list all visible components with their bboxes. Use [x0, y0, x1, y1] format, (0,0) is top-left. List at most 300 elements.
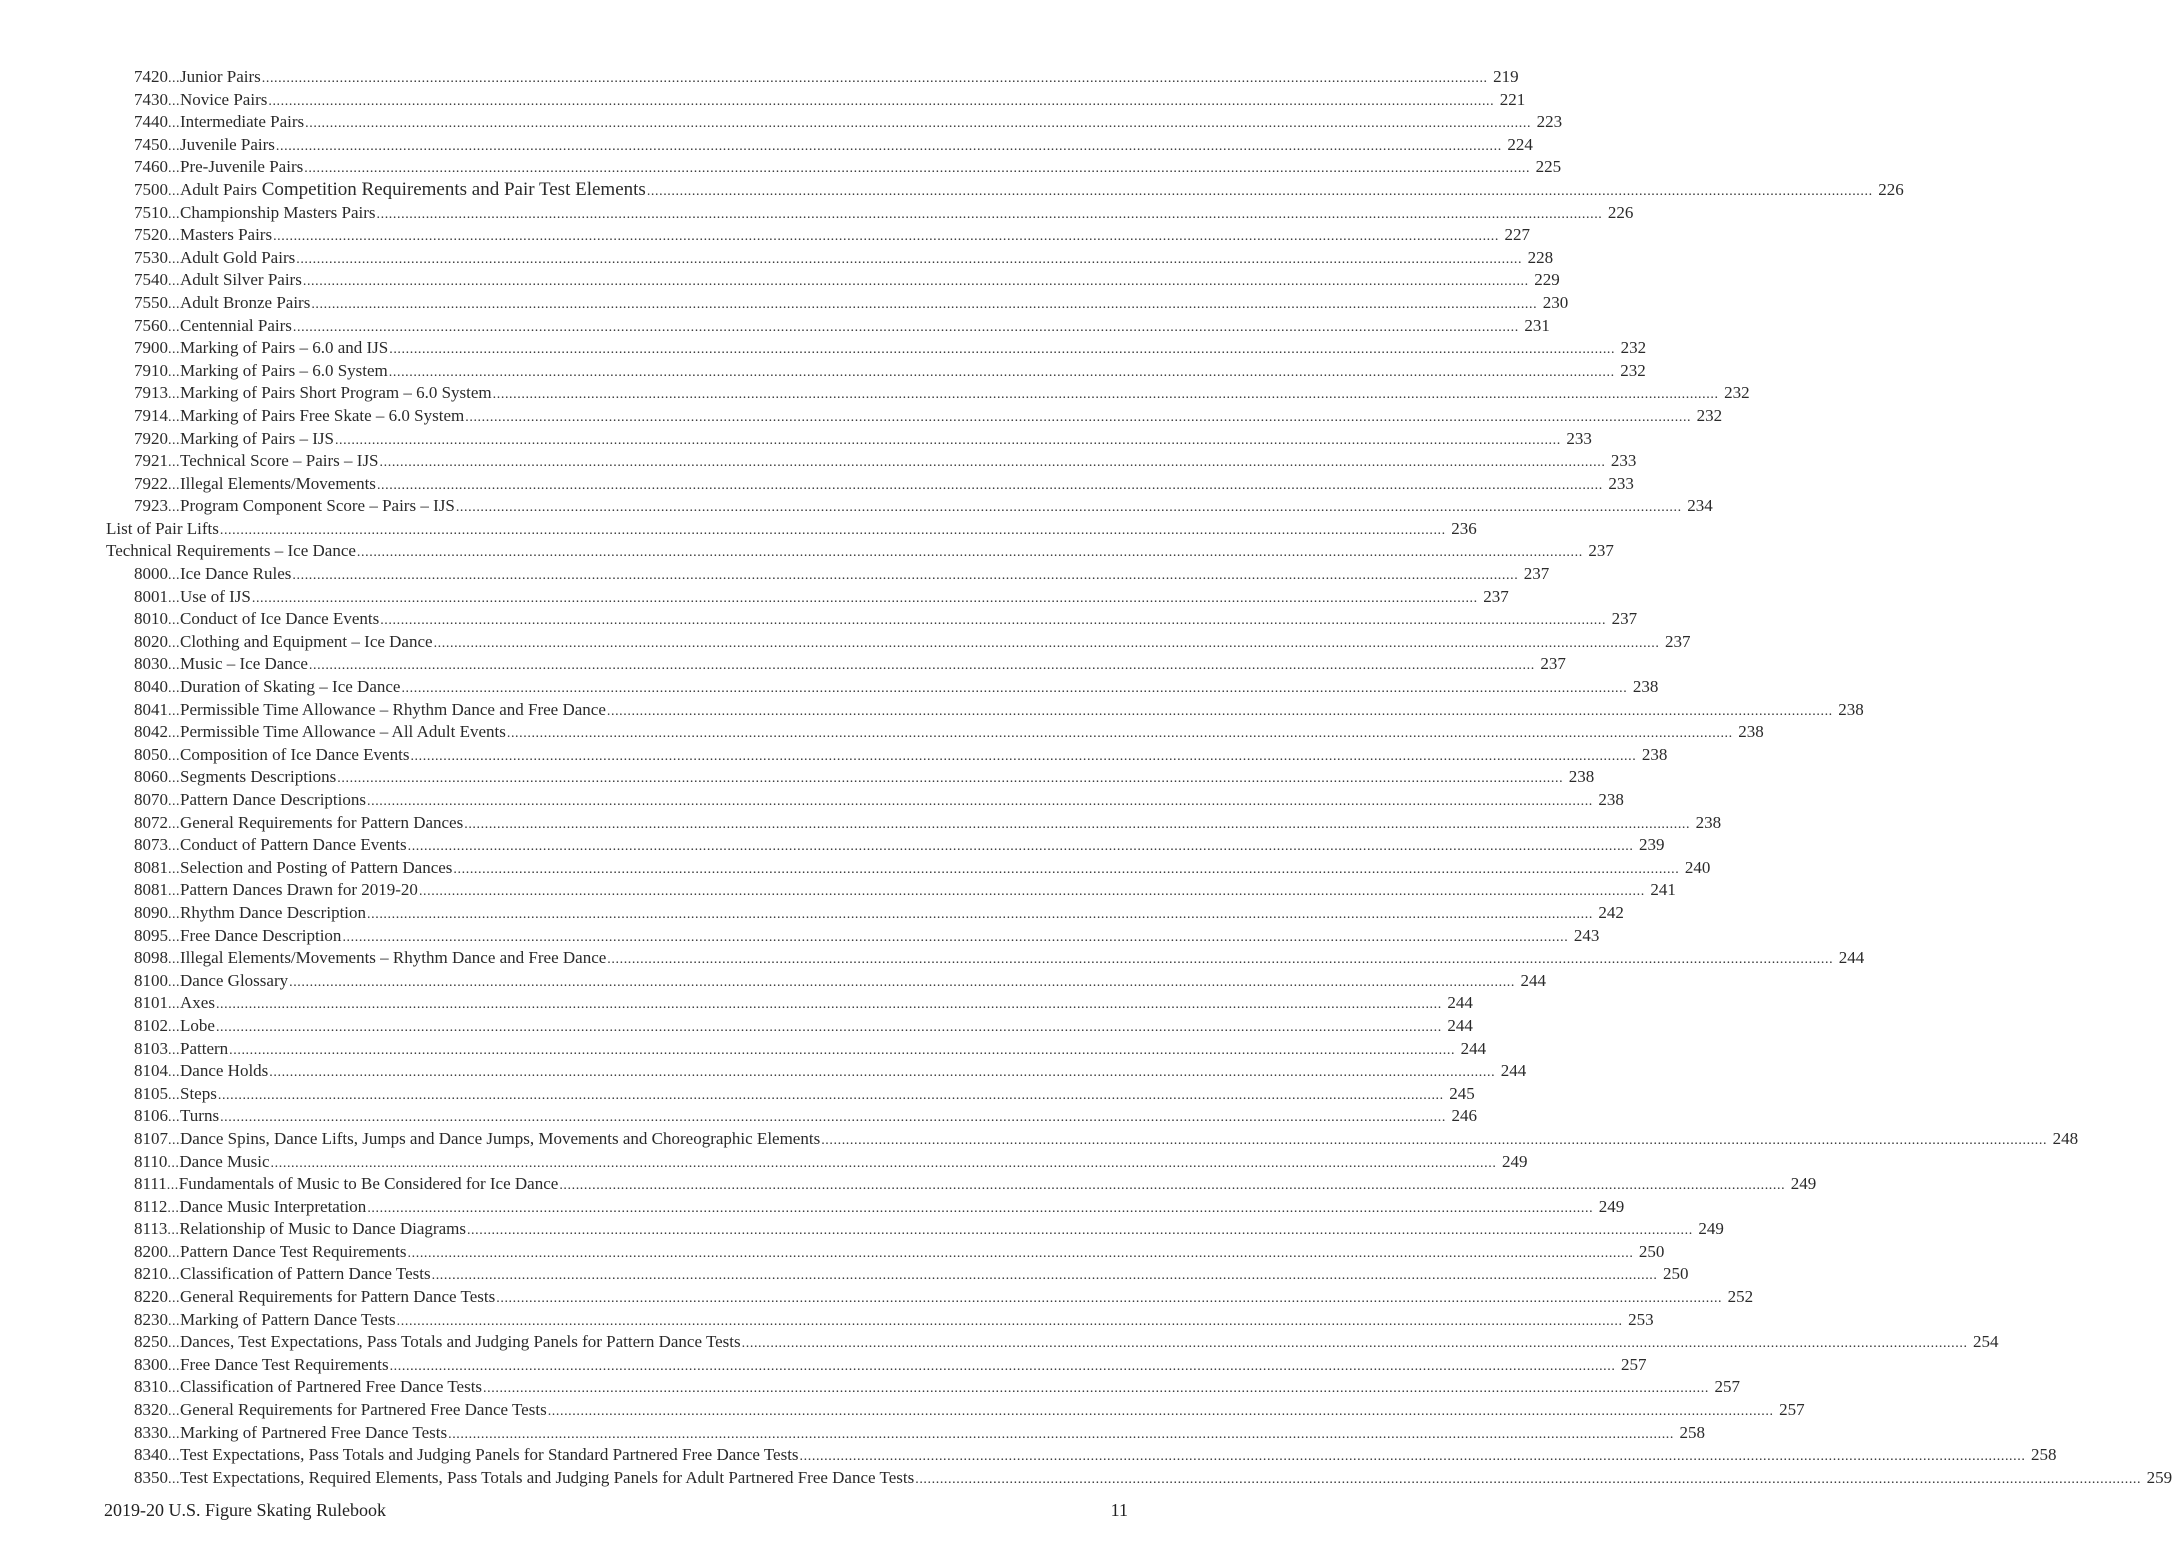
toc-entry-title-text: Adult Gold Pairs: [180, 247, 296, 267]
toc-entry-title: [180, 1105, 219, 1128]
toc-entry-title-text: Program Component Score – Pairs – IJS: [180, 496, 455, 516]
toc-entry[interactable]: [106, 1060, 1527, 1083]
toc-entry[interactable]: [106, 1196, 1625, 1219]
toc-entry-title: [180, 450, 379, 473]
toc-entry-page: 237: [1611, 609, 1638, 629]
toc-entry-separator: ...: [168, 183, 180, 199]
toc-entry-separator: ...: [168, 432, 180, 448]
toc-dot-leader: [559, 1175, 1785, 1198]
toc-entry[interactable]: [106, 178, 1904, 202]
toc-entry-page: 226: [1607, 202, 1634, 222]
toc-entry-page: 257: [1714, 1377, 1740, 1397]
toc-dot-leader: [397, 1311, 1623, 1334]
toc-entry-separator: ...: [168, 364, 180, 380]
toc-entry-number: 7520: [134, 225, 168, 245]
toc-entry-number: 7913: [134, 383, 168, 403]
toc-entry[interactable]: [106, 1015, 1473, 1038]
toc-entry-title: [180, 360, 388, 383]
toc-entry-title-text: Music – Ice Dance: [180, 654, 308, 674]
toc-entry[interactable]: [106, 89, 1526, 112]
toc-entry-title-text: Dances, Test Expectations, Pass Totals and Judging Panels for Pattern Dance Tests: [180, 1332, 741, 1352]
toc-dot-leader: [401, 678, 1627, 701]
toc-entry-page: 239: [1639, 835, 1665, 855]
toc-entry-page: 223: [1536, 112, 1563, 132]
toc-dot-leader: [367, 904, 1593, 927]
toc-entry-separator: ...: [168, 93, 180, 109]
toc-entry[interactable]: [106, 315, 1550, 338]
toc-entry-number: 8101: [134, 993, 168, 1013]
toc-entry-number: 7923: [134, 496, 168, 516]
toc-entry-number: 8104: [134, 1061, 168, 1081]
toc-entry[interactable]: [106, 1218, 1724, 1241]
toc-entry-separator: ...: [168, 748, 180, 764]
toc-entry-page: 231: [1524, 315, 1550, 335]
toc-entry-title: [180, 111, 304, 134]
toc-entry-title-text: Pattern Dance Test Requirements: [180, 1241, 407, 1261]
toc-entry-page: 233: [1610, 451, 1637, 471]
toc-entry-separator: ...: [168, 1087, 180, 1103]
toc-dot-leader: [269, 1062, 1495, 1085]
toc-entry-separator: ...: [168, 658, 180, 674]
toc-entry-separator: ...: [168, 1358, 180, 1374]
toc-entry[interactable]: [106, 1331, 1999, 1354]
toc-entry[interactable]: [106, 1399, 1805, 1422]
toc-dot-leader: [296, 249, 1522, 272]
toc-entry-page: 232: [1620, 338, 1647, 358]
toc-entry-number: 8113: [134, 1219, 168, 1239]
toc-entry-title: [180, 992, 215, 1015]
toc-entry-title-text: Pre-Juvenile Pairs: [180, 157, 304, 177]
toc-dot-leader: [493, 384, 1719, 407]
toc-entry-number: 8230: [134, 1309, 168, 1329]
toc-entry-page: 249: [1598, 1196, 1625, 1216]
toc-entry-number: 8001: [134, 586, 168, 606]
toc-entry-title-text: Illegal Elements/Movements: [180, 473, 376, 493]
toc-entry-separator: ...: [168, 1313, 180, 1329]
toc-entry-separator: ...: [167, 1155, 180, 1171]
toc-entry-page: 238: [1695, 812, 1722, 832]
toc-entry-title-text: Segments Descriptions: [180, 767, 337, 787]
toc-dot-leader: [548, 1401, 1774, 1424]
toc-entry-title: [180, 269, 302, 292]
toc-entry[interactable]: [106, 382, 1750, 405]
toc-entry[interactable]: [106, 450, 1637, 473]
toc-entry-separator: ...: [168, 839, 180, 855]
toc-entry-separator: ...: [167, 1200, 180, 1216]
toc-entry-title-text: Clothing and Equipment – Ice Dance: [180, 631, 433, 651]
toc-entry-title-text: General Requirements for Partnered Free Dance Tests: [180, 1400, 547, 1420]
toc-entry-page: 244: [1500, 1061, 1527, 1081]
toc-dot-leader: [268, 91, 1494, 114]
toc-entry-title-text: Dance Music: [179, 1151, 270, 1171]
toc-entry-separator: ...: [168, 906, 180, 922]
toc-entry-separator: ...: [168, 229, 180, 245]
toc-entry-title: [180, 676, 400, 699]
toc-entry-number: 8107: [134, 1128, 168, 1148]
toc-entry[interactable]: [106, 1151, 1528, 1174]
toc-entry-number: 8041: [134, 699, 168, 719]
toc-entry-number: 8098: [134, 948, 168, 968]
toc-entry-title-text: Turns: [180, 1106, 220, 1126]
toc-entry-title-text: Novice Pairs: [180, 89, 268, 109]
toc-entry-title-text: Relationship of Music to Dance Diagrams: [179, 1219, 466, 1239]
toc-dot-leader: [367, 1198, 1593, 1221]
toc-entry-separator: ...: [168, 251, 180, 267]
toc-entry-title: [180, 1399, 547, 1422]
toc-entry[interactable]: [106, 337, 1647, 360]
toc-entry-page: 238: [1738, 722, 1764, 742]
toc-entry-number: 8095: [134, 925, 168, 945]
toc-entry-number: 7420: [134, 67, 168, 86]
toc-entry-title-text: Pattern Dances Drawn for 2019-20: [180, 880, 418, 900]
toc-entry-title: [180, 1083, 217, 1106]
toc-entry-title: [180, 156, 303, 179]
toc-dot-leader: [647, 181, 1873, 204]
toc-entry-page: 219: [1493, 67, 1519, 86]
toc-entry[interactable]: [106, 992, 1473, 1015]
toc-entry-page: 259: [2146, 1467, 2172, 1487]
toc-entry-page: 244: [1838, 948, 1865, 968]
toc-entry[interactable]: [106, 1467, 2172, 1490]
toc-entry-page: 246: [1451, 1106, 1477, 1126]
toc-entry-title: [180, 66, 261, 89]
toc-entry-page: 237: [1483, 586, 1509, 606]
toc-entry-title-text: Steps: [180, 1083, 217, 1103]
toc-entry-page: 242: [1598, 902, 1624, 922]
toc-dot-leader: [220, 520, 1446, 543]
toc-dot-leader: [434, 633, 1660, 656]
toc-entry[interactable]: [106, 1286, 1754, 1309]
toc-entry-title: [180, 495, 455, 518]
toc-entry-number: 8102: [134, 1015, 168, 1035]
toc-entry-number: 8210: [134, 1264, 168, 1284]
toc-entry[interactable]: [106, 360, 1646, 383]
toc-entry[interactable]: [106, 608, 1638, 631]
toc-entry-separator: ...: [168, 477, 180, 493]
toc-entry[interactable]: [106, 540, 1614, 563]
toc-entry-title: [180, 947, 606, 970]
toc-entry-number: 8310: [134, 1377, 168, 1397]
toc-entry[interactable]: [106, 1263, 1689, 1286]
toc-entry-title: [180, 89, 267, 112]
toc-entry-title-text: Dance Music Interpretation: [179, 1196, 367, 1216]
toc-dot-leader: [496, 1288, 1722, 1311]
toc-entry[interactable]: [106, 879, 1676, 902]
toc-entry[interactable]: [106, 653, 1566, 676]
toc-entry[interactable]: [106, 224, 1530, 247]
toc-entry[interactable]: [106, 902, 1624, 925]
toc-entry-page: 234: [1687, 496, 1713, 516]
toc-dot-leader: [410, 746, 1636, 769]
toc-entry-title: [180, 902, 366, 925]
toc-entry[interactable]: [106, 1105, 1477, 1128]
toc-entry[interactable]: [106, 834, 1665, 857]
toc-entry-title-text: Free Dance Test Requirements: [180, 1354, 389, 1374]
toc-entry-title: [180, 179, 646, 202]
toc-dot-leader: [456, 497, 1682, 520]
toc-entry-number: 8081: [134, 857, 168, 877]
toc-entry[interactable]: [106, 473, 1634, 496]
toc-entry-title-text: Classification of Pattern Dance Tests: [180, 1264, 431, 1284]
toc-entry[interactable]: [106, 947, 1865, 970]
toc-entry-title: [180, 1286, 495, 1309]
toc-entry[interactable]: [106, 111, 1563, 134]
toc-entry-separator: ...: [168, 342, 180, 358]
toc-entry[interactable]: [106, 676, 1659, 699]
toc-entry-separator: ...: [168, 1019, 180, 1035]
toc-entry-title-text: Conduct of Ice Dance Events: [180, 609, 380, 629]
toc-entry-title-text: Duration of Skating – Ice Dance: [180, 677, 401, 697]
toc-entry-title: [180, 1354, 389, 1377]
toc-dot-leader: [467, 1220, 1693, 1243]
toc-entry[interactable]: [106, 1083, 1475, 1106]
toc-entry-separator: ...: [168, 274, 180, 290]
toc-entry[interactable]: [106, 405, 1723, 428]
toc-entry-title: [180, 292, 310, 315]
toc-entry[interactable]: [106, 812, 1722, 835]
toc-dot-leader: [465, 407, 1691, 430]
toc-dot-leader: [337, 768, 1563, 791]
toc-dot-leader: [305, 113, 1531, 136]
toc-entry[interactable]: [106, 1128, 2079, 1151]
toc-entry-title: [180, 970, 288, 993]
toc-entry-title-tail: Competition Requirements and Pair Test Elements: [256, 178, 646, 200]
toc-entry-title-text: Dance Glossary: [180, 970, 289, 990]
toc-entry-number: 7500: [134, 179, 168, 199]
toc-entry-separator: ...: [168, 1132, 180, 1148]
toc-entry-separator: ...: [168, 568, 180, 584]
toc-entry-title: [180, 653, 308, 676]
toc-entry-separator: ...: [168, 703, 180, 719]
toc-dot-leader: [262, 68, 1488, 91]
toc-entry-page: 236: [1451, 518, 1477, 538]
toc-entry-title-text: Juvenile Pairs: [180, 134, 275, 154]
toc-entry-number: 8110: [134, 1151, 168, 1171]
toc-dot-leader: [742, 1333, 1968, 1356]
toc-entry-separator: ...: [168, 1110, 180, 1126]
table-of-contents: [106, 66, 2172, 1489]
toc-entry-number: 8111: [134, 1174, 167, 1194]
toc-entry-title-text: Test Expectations, Pass Totals and Judging Panels for Standard Partnered Free Dance Tests: [180, 1445, 799, 1465]
toc-entry-title: [180, 1241, 407, 1264]
toc-entry-number: 8220: [134, 1287, 168, 1307]
toc-dot-leader: [216, 1017, 1442, 1040]
toc-entry-number: 7910: [134, 360, 168, 380]
toc-dot-leader: [464, 814, 1690, 837]
toc-entry-page: 232: [1696, 405, 1723, 425]
toc-entry-page: 249: [1698, 1219, 1724, 1239]
toc-entry-number: 7922: [134, 473, 168, 493]
toc-entry-title: [180, 247, 295, 270]
toc-entry[interactable]: [106, 789, 1624, 812]
toc-entry-number: 7914: [134, 405, 168, 425]
toc-entry-page: 238: [1598, 790, 1624, 809]
toc-entry[interactable]: [106, 1309, 1654, 1332]
toc-entry-title-text: Marking of Pattern Dance Tests: [180, 1309, 396, 1329]
toc-entry-page: 257: [1620, 1354, 1647, 1374]
toc-entry-title-text: Centennial Pairs: [180, 315, 292, 335]
toc-entry-title: [180, 699, 606, 722]
toc-entry-title: [180, 337, 388, 360]
toc-entry-page: 244: [1520, 970, 1547, 990]
toc-dot-leader: [367, 791, 1593, 814]
toc-entry-number: 8250: [134, 1332, 168, 1352]
toc-entry-number: 8070: [134, 790, 168, 809]
toc-entry-page: 244: [1447, 1015, 1473, 1035]
toc-dot-leader: [335, 430, 1561, 453]
toc-entry[interactable]: [106, 1038, 1487, 1061]
toc-dot-leader: [408, 1243, 1634, 1266]
toc-entry-title: [180, 1444, 799, 1467]
toc-entry-separator: ...: [168, 929, 180, 945]
toc-entry-number: 8105: [134, 1083, 168, 1103]
toc-entry-title: [180, 1263, 431, 1286]
toc-dot-leader: [216, 994, 1442, 1017]
toc-entry-title-text: Permissible Time Allowance – Rhythm Dance and Free Dance: [180, 699, 606, 719]
toc-entry-page: 254: [1973, 1332, 1999, 1352]
toc-entry-title-text: Adult Pairs: [180, 179, 257, 199]
toc-entry-title-text: Adult Bronze Pairs: [180, 292, 311, 312]
toc-entry-page: 238: [1568, 767, 1595, 787]
toc-entry-page: 243: [1573, 925, 1600, 945]
toc-entry-title-text: Adult Silver Pairs: [180, 270, 302, 290]
toc-entry[interactable]: [106, 631, 1691, 654]
toc-entry-separator: ...: [168, 1065, 180, 1081]
toc-entry[interactable]: [106, 1241, 1665, 1264]
toc-entry-title-text: Championship Masters Pairs: [180, 202, 376, 222]
toc-entry[interactable]: [106, 1422, 1706, 1445]
toc-entry-page: 252: [1727, 1287, 1754, 1307]
toc-entry[interactable]: [106, 518, 1477, 541]
toc-entry-title: [180, 1038, 228, 1061]
toc-dot-leader: [432, 1265, 1658, 1288]
toc-entry-page: 249: [1501, 1151, 1528, 1171]
toc-entry-separator: ...: [168, 816, 180, 832]
toc-entry-separator: ...: [168, 794, 180, 809]
toc-entry-title: [106, 540, 356, 563]
toc-entry-number: 8300: [134, 1354, 168, 1374]
toc-entry[interactable]: [106, 563, 1550, 586]
toc-entry[interactable]: [106, 1173, 1817, 1196]
toc-entry-page: 250: [1663, 1264, 1689, 1284]
toc-dot-leader: [229, 1040, 1455, 1063]
toc-entry[interactable]: [106, 156, 1562, 179]
toc-entry-title-text: Permissible Time Allowance – All Adult Events: [180, 722, 506, 742]
toc-entry-separator: ...: [168, 296, 180, 312]
toc-entry[interactable]: [106, 202, 1634, 225]
toc-entry-title-text: Fundamentals of Music to Be Considered for Ice Dance: [178, 1174, 559, 1194]
toc-entry-title: [180, 202, 376, 225]
toc-entry-number: 7530: [134, 247, 168, 267]
toc-dot-leader: [293, 317, 1519, 340]
toc-entry-page: 237: [1588, 541, 1614, 561]
toc-entry-title-text: Use of IJS: [180, 586, 251, 606]
toc-dot-leader: [915, 1469, 2141, 1492]
toc-entry[interactable]: [106, 428, 1592, 451]
toc-entry-number: 8040: [134, 677, 168, 697]
toc-entry-title-text: Dance Holds: [180, 1061, 269, 1081]
toc-entry-number: 8073: [134, 835, 168, 855]
toc-entry[interactable]: [106, 721, 1764, 744]
toc-entry[interactable]: [106, 134, 1533, 157]
toc-entry[interactable]: [106, 1354, 1647, 1377]
toc-dot-leader: [507, 723, 1733, 746]
toc-entry[interactable]: [106, 495, 1713, 518]
toc-entry-page: 249: [1790, 1174, 1817, 1194]
toc-entry[interactable]: [106, 925, 1600, 948]
toc-entry-title-text: Masters Pairs: [180, 225, 273, 245]
toc-entry[interactable]: [106, 247, 1554, 270]
toc-entry[interactable]: [106, 66, 1519, 89]
toc-entry-title: [180, 834, 407, 857]
toc-entry-number: 8106: [134, 1106, 168, 1126]
toc-entry-page: 250: [1638, 1241, 1665, 1261]
toc-entry-number: 7460: [134, 157, 168, 177]
toc-entry-title: [179, 1218, 466, 1241]
toc-dot-leader: [357, 542, 1583, 565]
toc-entry-title-text: Classification of Partnered Free Dance Tests: [180, 1377, 483, 1397]
toc-entry[interactable]: [106, 269, 1560, 292]
toc-entry-page: 224: [1507, 134, 1533, 154]
toc-entry-title: [180, 789, 366, 812]
toc-entry-title: [180, 428, 334, 451]
toc-entry-title-text: Illegal Elements/Movements – Rhythm Dance and Free Dance: [180, 948, 607, 968]
toc-entry-number: 8020: [134, 631, 168, 651]
toc-entry-title-text: Ice Dance Rules: [180, 564, 292, 584]
toc-entry-number: 8000: [134, 564, 168, 584]
toc-entry[interactable]: [106, 586, 1509, 609]
toc-entry-page: 241: [1650, 880, 1676, 900]
toc-entry-page: 258: [2030, 1445, 2057, 1465]
toc-dot-leader: [453, 859, 1679, 882]
toc-entry-separator: ...: [168, 635, 180, 651]
toc-entry[interactable]: [106, 970, 1547, 993]
toc-entry-page: 232: [1620, 360, 1646, 380]
toc-dot-leader: [311, 294, 1537, 317]
toc-entry-title: [180, 586, 251, 609]
toc-entry-title: [180, 134, 275, 157]
toc-entry[interactable]: [106, 766, 1595, 789]
toc-entry-title-text: General Requirements for Pattern Dance Tests: [180, 1287, 496, 1307]
toc-entry-number: 8100: [134, 970, 168, 990]
toc-entry[interactable]: [106, 857, 1711, 880]
toc-entry-title-text: Dance Spins, Dance Lifts, Jumps and Dance Jumps, Movements and Choreographic Elements: [180, 1128, 821, 1148]
toc-entry[interactable]: [106, 292, 1569, 315]
toc-dot-leader: [304, 158, 1530, 181]
toc-entry-title-text: Intermediate Pairs: [180, 112, 305, 132]
toc-entry-number: 8350: [134, 1467, 168, 1487]
toc-entry-separator: ...: [168, 681, 180, 697]
toc-entry-page: 232: [1724, 383, 1750, 403]
toc-entry-number: 8072: [134, 812, 168, 832]
toc-entry-number: 8330: [134, 1422, 168, 1442]
toc-entry[interactable]: [106, 1444, 2057, 1467]
toc-entry-separator: ...: [168, 409, 180, 425]
toc-entry[interactable]: [106, 699, 1864, 722]
toc-entry-separator: ...: [168, 161, 180, 177]
toc-entry-separator: ...: [168, 1381, 180, 1397]
toc-entry-separator: ...: [168, 1336, 180, 1352]
toc-entry[interactable]: [106, 744, 1668, 767]
toc-entry-number: 7550: [134, 292, 168, 312]
toc-entry-separator: ...: [168, 116, 180, 132]
toc-entry-title: [180, 1467, 914, 1490]
toc-entry-number: 7560: [134, 315, 168, 335]
toc-entry[interactable]: [106, 1376, 1740, 1399]
toc-entry-page: 227: [1504, 225, 1530, 245]
toc-entry-page: 229: [1534, 270, 1560, 290]
toc-entry-title: [180, 1422, 447, 1445]
